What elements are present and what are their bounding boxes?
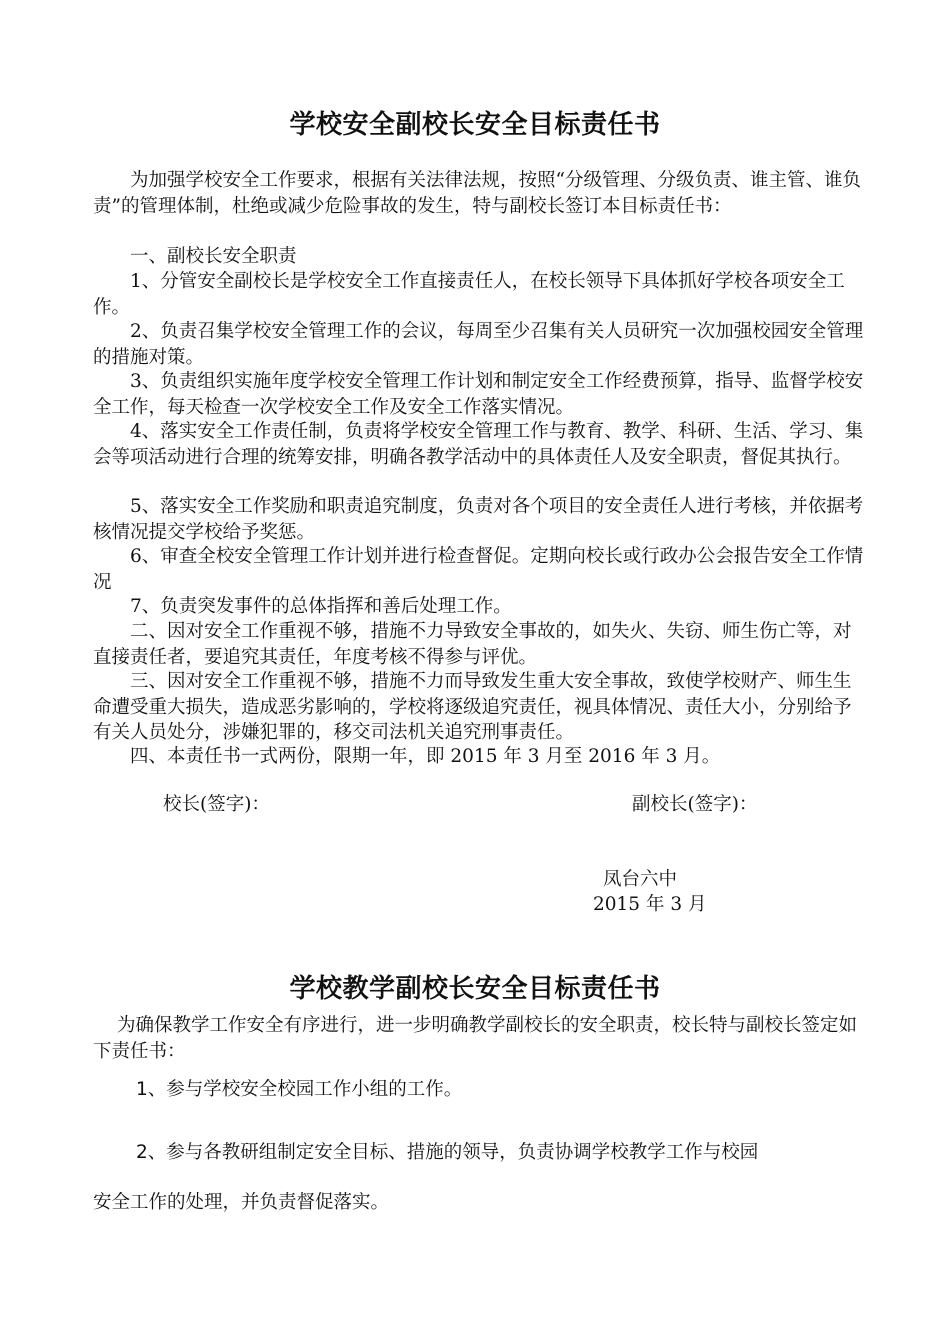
doc2-intro: 为确保教学工作安全有序进行，进一步明确教学副校长的安全职责，校长特与副校长签定如下责任书： xyxy=(93,1015,858,1062)
doc2-item-1 xyxy=(136,1075,462,1101)
doc2-item-2-number: 2 xyxy=(136,1142,148,1163)
doc2-item-1-number: 1 xyxy=(136,1079,148,1100)
doc1-title: 学校安全副校长安全目标责任书 xyxy=(289,110,661,140)
doc1-section3: 三、因对安全工作重视不够，措施不力而导致发生重大安全事故，致使学校财产、师生生命遭受重大损失，造成恶劣影响的，学校将逐级追究责任，视具体情况、责任大小，分别给予有关人员处分，涉嫌犯罪的，移交司法机关追究刑事责任。 xyxy=(93,671,852,743)
doc1-duty-6: 6、审查全校安全管理工作计划并进行检查督促。定期向校长或行政办公会报告安全工作情况 xyxy=(93,546,864,593)
vice-principal-signature-label: 副校长(签字)： xyxy=(632,794,758,815)
doc1-section2: 二、因对安全工作重视不够，措施不力导致安全事故的，如失火、失窃、师生伤亡等，对直接责任者，要追究其责任，年度考核不得参与评优。 xyxy=(93,621,852,668)
issue-date: 2015 年 3 月 xyxy=(593,894,707,915)
school-name: 凤台六中 xyxy=(603,869,678,890)
doc1-section4: 四、本责任书一式两份，限期一年，即 2015 年 3 月至 2016 年 3 月。 xyxy=(130,746,721,767)
doc2-item-1-text: 、参与学校安全校园工作小组的工作。 xyxy=(147,1079,463,1100)
doc1-duty-7: 7、负责突发事件的总体指挥和善后处理工作。 xyxy=(130,596,512,617)
doc1-duty-3: 3、负责组织实施年度学校安全管理工作计划和制定安全工作经费预算，指导、监督学校安全工作，每天检查一次学校安全工作及安全工作落实情况。 xyxy=(93,371,864,418)
doc1-duty-5: 5、落实安全工作奖励和职责追究制度，负责对各个项目的安全责任人进行考核，并依据考核情况提交学校给予奖惩。 xyxy=(93,496,864,543)
doc1-section1-heading: 一、副校长安全职责 xyxy=(130,246,297,267)
doc2-item-2-text-line1: 、参与各教研组制定安全目标、措施的领导，负责协调学校教学工作与校园 xyxy=(147,1142,759,1163)
doc1-duty-1: 1、分管安全副校长是学校安全工作直接责任人，在校长领导下具体抓好学校各项安全工作。 xyxy=(93,271,845,318)
doc1-duty-2: 2、负责召集学校安全管理工作的会议，每周至少召集有关人员研究一次加强校园安全管理的措施对策。 xyxy=(93,321,864,368)
doc1-intro: 为加强学校安全工作要求，根据有关法律法规，按照“分级管理、分级负责、谁主管、谁负责”的管理体制，杜绝或减少危险事故的发生，特与副校长签订本目标责任书： xyxy=(93,170,861,217)
doc2-item-2 xyxy=(136,1138,758,1164)
doc2-item-2-continuation: 安全工作的处理，并负责督促落实。 xyxy=(93,1192,390,1213)
principal-signature-label: 校长(签字)： xyxy=(163,794,270,815)
doc1-duty-4: 4、落实安全工作责任制，负责将学校安全管理工作与教育、教学、科研、生活、学习、集会等项活动进行合理的统筹安排，明确各教学活动中的具体责任人及安全职责，督促其执行。 xyxy=(93,421,864,468)
doc2-title: 学校教学副校长安全目标责任书 xyxy=(289,974,661,1004)
